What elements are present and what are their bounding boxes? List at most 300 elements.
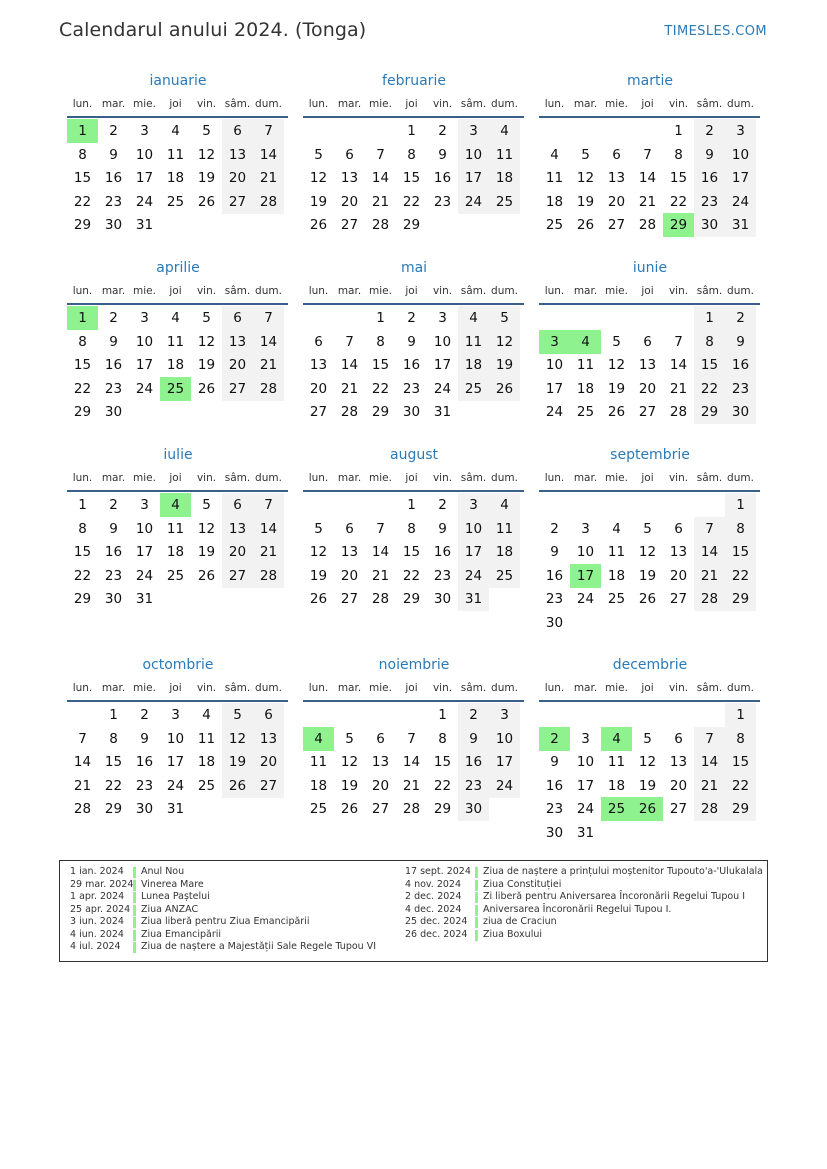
weekday-header: mar. xyxy=(337,285,362,297)
legend-color-marker xyxy=(475,930,478,941)
page-title: Calendarul anului 2024. (Tonga) xyxy=(59,19,367,41)
day-cell: 30 xyxy=(104,217,123,234)
weekday-header: mie. xyxy=(369,472,392,484)
day-cell: 24 xyxy=(135,567,154,584)
day-cell: 22 xyxy=(433,777,452,794)
day-cell: 15 xyxy=(73,544,92,561)
day-cell: 17 xyxy=(166,754,185,771)
day-cell: 20 xyxy=(607,193,626,210)
day-cell: 14 xyxy=(340,357,359,374)
weekday-header: joi xyxy=(169,285,182,297)
day-cell: 2 xyxy=(694,119,725,143)
day-cell: 27 xyxy=(222,190,253,214)
day-cell: 2 xyxy=(438,123,447,139)
day-cell: 12 xyxy=(197,520,216,537)
day-cell: 9 xyxy=(109,520,118,537)
day-cell: 13 xyxy=(669,754,688,771)
day-cell: 3 xyxy=(458,119,489,143)
legend-holiday-name: Lunea Paștelui xyxy=(141,891,210,902)
holiday-day-cell: 26 xyxy=(632,797,663,821)
day-cell: 31 xyxy=(725,213,756,237)
day-cell: 8 xyxy=(407,520,416,537)
day-cell: 1 xyxy=(725,703,756,727)
day-cell: 12 xyxy=(309,544,328,561)
month-mai xyxy=(303,260,525,440)
day-cell: 30 xyxy=(725,400,756,424)
day-cell: 18 xyxy=(607,777,626,794)
day-cell: 21 xyxy=(694,774,725,798)
day-cell: 7 xyxy=(78,730,87,747)
day-cell: 19 xyxy=(197,170,216,187)
holiday-day-cell: 25 xyxy=(601,797,632,821)
day-cell: 31 xyxy=(135,591,154,608)
day-cell: 31 xyxy=(458,587,489,611)
day-cell: 17 xyxy=(489,750,520,774)
day-cell: 6 xyxy=(345,146,354,163)
legend-holiday-name: Ziua de naștere a Majestății Sale Regele Tupou VI xyxy=(141,941,377,952)
weekday-header: sâm. xyxy=(696,285,723,297)
month-ianuarie xyxy=(67,73,289,253)
day-cell: 11 xyxy=(489,517,520,541)
day-cell: 5 xyxy=(612,333,621,350)
day-cell: 15 xyxy=(402,170,421,187)
day-cell: 5 xyxy=(489,306,520,330)
day-cell: 19 xyxy=(638,567,657,584)
day-cell: 23 xyxy=(545,591,564,608)
day-cell: 12 xyxy=(197,333,216,350)
weekday-header: mar. xyxy=(337,472,362,484)
day-cell: 25 xyxy=(166,193,185,210)
day-cell: 19 xyxy=(197,357,216,374)
day-cell: 10 xyxy=(458,517,489,541)
day-cell: 16 xyxy=(104,544,123,561)
day-cell: 21 xyxy=(694,564,725,588)
weekday-header: mie. xyxy=(369,682,392,694)
day-cell: 16 xyxy=(545,777,564,794)
day-cell: 18 xyxy=(166,170,185,187)
day-cell: 8 xyxy=(674,146,683,163)
day-cell: 25 xyxy=(489,190,520,214)
weekday-header: mie. xyxy=(369,285,392,297)
day-cell: 1 xyxy=(407,497,416,513)
day-cell: 27 xyxy=(638,404,657,421)
day-cell: 9 xyxy=(694,143,725,167)
legend-date: 25 dec. 2024 xyxy=(405,916,468,927)
day-cell: 16 xyxy=(725,353,756,377)
day-cell: 14 xyxy=(694,540,725,564)
holiday-legend xyxy=(59,860,768,962)
day-cell: 27 xyxy=(371,801,390,818)
day-cell: 8 xyxy=(78,520,87,537)
day-cell: 21 xyxy=(340,380,359,397)
day-cell: 26 xyxy=(197,193,216,210)
weekday-header: sâm. xyxy=(696,682,723,694)
day-cell: 4 xyxy=(171,123,180,139)
weekday-header: sâm. xyxy=(696,472,723,484)
day-cell: 7 xyxy=(694,517,725,541)
day-cell: 3 xyxy=(140,310,149,326)
weekday-header: lun. xyxy=(544,285,565,297)
day-cell: 13 xyxy=(607,170,626,187)
day-cell: 18 xyxy=(489,166,520,190)
weekday-header: sâm. xyxy=(224,472,251,484)
month-name: august xyxy=(390,447,438,463)
day-cell: 29 xyxy=(73,217,92,234)
weekday-header: mie. xyxy=(605,285,628,297)
day-cell: 5 xyxy=(222,703,253,727)
day-cell: 25 xyxy=(458,377,489,401)
day-cell: 5 xyxy=(202,497,211,513)
day-cell: 24 xyxy=(433,380,452,397)
day-cell: 10 xyxy=(458,143,489,167)
legend-holiday-name: Zi liberă pentru Aniversarea Încoronării Regelui Tupou I xyxy=(483,891,746,902)
day-cell: 20 xyxy=(309,380,328,397)
day-cell: 19 xyxy=(309,193,328,210)
day-cell: 28 xyxy=(253,190,284,214)
weekday-header: dum. xyxy=(491,98,518,110)
day-cell: 26 xyxy=(576,217,595,234)
day-cell: 20 xyxy=(371,777,390,794)
day-cell: 11 xyxy=(607,544,626,561)
month-name: ianuarie xyxy=(149,73,207,89)
day-cell: 12 xyxy=(340,754,359,771)
day-cell: 5 xyxy=(643,520,652,537)
day-cell: 6 xyxy=(222,306,253,330)
day-cell: 9 xyxy=(140,730,149,747)
day-cell: 28 xyxy=(253,377,284,401)
day-cell: 25 xyxy=(166,567,185,584)
day-cell: 21 xyxy=(402,777,421,794)
day-cell: 24 xyxy=(545,404,564,421)
day-cell: 2 xyxy=(550,520,559,537)
day-cell: 14 xyxy=(371,170,390,187)
header-divider xyxy=(67,490,288,492)
day-cell: 23 xyxy=(433,567,452,584)
day-cell: 17 xyxy=(135,170,154,187)
day-cell: 28 xyxy=(638,217,657,234)
day-cell: 19 xyxy=(197,544,216,561)
day-cell: 18 xyxy=(309,777,328,794)
brand-link[interactable]: TIMESLES.COM xyxy=(664,24,767,39)
day-cell: 15 xyxy=(371,357,390,374)
legend-color-marker xyxy=(133,917,136,928)
day-cell: 6 xyxy=(314,333,323,350)
day-cell: 12 xyxy=(222,727,253,751)
day-cell: 10 xyxy=(135,333,154,350)
day-cell: 10 xyxy=(166,730,185,747)
legend-date: 29 mar. 2024 xyxy=(70,878,134,890)
day-cell: 9 xyxy=(438,520,447,537)
day-cell: 22 xyxy=(402,193,421,210)
weekday-header: vin. xyxy=(668,682,689,694)
weekday-header: dum. xyxy=(727,285,754,297)
header-divider xyxy=(67,116,288,118)
day-cell: 13 xyxy=(222,143,253,167)
holiday-day-cell: 1 xyxy=(67,306,98,330)
day-cell: 6 xyxy=(674,520,683,537)
weekday-header: lun. xyxy=(308,285,329,297)
day-cell: 22 xyxy=(402,567,421,584)
day-cell: 30 xyxy=(104,404,123,421)
weekday-header: joi xyxy=(641,682,654,694)
day-cell: 5 xyxy=(202,310,211,326)
day-cell: 4 xyxy=(202,707,211,723)
day-cell: 9 xyxy=(109,333,118,350)
day-cell: 24 xyxy=(135,193,154,210)
legend-color-marker xyxy=(133,867,136,878)
weekday-header: sâm. xyxy=(460,682,487,694)
day-cell: 28 xyxy=(253,564,284,588)
day-cell: 19 xyxy=(309,567,328,584)
day-cell: 26 xyxy=(607,404,626,421)
weekday-header: mar. xyxy=(573,285,598,297)
weekday-header: joi xyxy=(405,682,418,694)
day-cell: 22 xyxy=(73,380,92,397)
legend-color-marker xyxy=(475,880,478,891)
day-cell: 7 xyxy=(253,493,284,517)
day-cell: 20 xyxy=(340,567,359,584)
day-cell: 29 xyxy=(725,797,756,821)
day-cell: 14 xyxy=(669,357,688,374)
day-cell: 4 xyxy=(550,146,559,163)
month-name: iunie xyxy=(632,260,668,276)
day-cell: 2 xyxy=(140,707,149,723)
day-cell: 23 xyxy=(104,380,123,397)
day-cell: 29 xyxy=(371,404,390,421)
day-cell: 31 xyxy=(166,801,185,818)
legend-date: 2 dec. 2024 xyxy=(405,891,462,902)
day-cell: 5 xyxy=(314,520,323,537)
day-cell: 12 xyxy=(489,330,520,354)
weekday-header: lun. xyxy=(72,98,93,110)
day-cell: 7 xyxy=(643,146,652,163)
day-cell: 30 xyxy=(545,615,564,631)
day-cell: 13 xyxy=(371,754,390,771)
day-cell: 1 xyxy=(725,493,756,517)
day-cell: 11 xyxy=(197,730,216,747)
weekday-header: lun. xyxy=(544,472,565,484)
day-cell: 16 xyxy=(433,544,452,561)
day-cell: 6 xyxy=(376,730,385,747)
legend-color-marker xyxy=(133,892,136,903)
header-divider xyxy=(539,303,760,305)
day-cell: 25 xyxy=(545,217,564,234)
weekday-header: dum. xyxy=(255,472,282,484)
day-cell: 13 xyxy=(309,357,328,374)
day-cell: 7 xyxy=(376,520,385,537)
day-cell: 13 xyxy=(222,330,253,354)
day-cell: 17 xyxy=(576,777,595,794)
day-cell: 8 xyxy=(438,730,447,747)
day-cell: 22 xyxy=(371,380,390,397)
day-cell: 25 xyxy=(197,777,216,794)
day-cell: 9 xyxy=(109,146,118,163)
weekday-header: joi xyxy=(169,682,182,694)
legend-date: 3 iun. 2024 xyxy=(70,916,124,927)
day-cell: 12 xyxy=(197,146,216,163)
day-cell: 31 xyxy=(433,404,452,421)
weekday-header: mar. xyxy=(101,98,126,110)
day-cell: 19 xyxy=(576,193,595,210)
day-cell: 26 xyxy=(489,377,520,401)
weekday-header: mie. xyxy=(605,472,628,484)
legend-date: 1 ian. 2024 xyxy=(70,866,124,877)
day-cell: 11 xyxy=(458,330,489,354)
month-aprilie xyxy=(67,260,289,440)
weekday-header: dum. xyxy=(727,98,754,110)
weekday-header: sâm. xyxy=(460,98,487,110)
day-cell: 12 xyxy=(638,544,657,561)
day-cell: 15 xyxy=(725,540,756,564)
weekday-header: mar. xyxy=(337,682,362,694)
weekday-header: vin. xyxy=(196,472,217,484)
day-cell: 20 xyxy=(669,777,688,794)
weekday-header: mar. xyxy=(337,98,362,110)
day-cell: 1 xyxy=(407,123,416,139)
day-cell: 10 xyxy=(135,146,154,163)
day-cell: 16 xyxy=(135,754,154,771)
legend-date: 25 apr. 2024 xyxy=(70,903,131,915)
day-cell: 23 xyxy=(402,380,421,397)
day-cell: 28 xyxy=(694,587,725,611)
weekday-header: lun. xyxy=(72,472,93,484)
day-cell: 8 xyxy=(725,727,756,751)
holiday-day-cell: 29 xyxy=(663,213,694,237)
day-cell: 11 xyxy=(309,754,328,771)
day-cell: 6 xyxy=(612,146,621,163)
day-cell: 18 xyxy=(197,754,216,771)
day-cell: 28 xyxy=(669,404,688,421)
day-cell: 14 xyxy=(253,330,284,354)
day-cell: 30 xyxy=(545,825,564,841)
legend-holiday-name: Ziua de naștere a prințului moștenitor Tupouto'a-'Ulukalala xyxy=(483,866,763,877)
month-decembrie xyxy=(539,657,761,841)
day-cell: 14 xyxy=(694,750,725,774)
day-cell: 29 xyxy=(725,587,756,611)
holiday-day-cell: 4 xyxy=(601,727,632,751)
holiday-day-cell: 4 xyxy=(570,330,601,354)
day-cell: 30 xyxy=(433,591,452,608)
day-cell: 1 xyxy=(376,310,385,326)
weekday-header: mie. xyxy=(133,472,156,484)
day-cell: 7 xyxy=(674,333,683,350)
weekday-header: dum. xyxy=(727,472,754,484)
day-cell: 11 xyxy=(166,520,185,537)
weekday-header: sâm. xyxy=(224,682,251,694)
day-cell: 8 xyxy=(376,333,385,350)
day-cell: 30 xyxy=(104,591,123,608)
day-cell: 2 xyxy=(438,497,447,513)
weekday-header: dum. xyxy=(491,472,518,484)
weekday-header: vin. xyxy=(668,98,689,110)
day-cell: 10 xyxy=(433,333,452,350)
day-cell: 5 xyxy=(581,146,590,163)
legend-color-marker xyxy=(475,892,478,903)
day-cell: 24 xyxy=(458,190,489,214)
day-cell: 26 xyxy=(340,801,359,818)
day-cell: 2 xyxy=(109,123,118,139)
day-cell: 5 xyxy=(345,730,354,747)
day-cell: 27 xyxy=(340,591,359,608)
day-cell: 19 xyxy=(222,750,253,774)
day-cell: 2 xyxy=(458,703,489,727)
day-cell: 8 xyxy=(109,730,118,747)
day-cell: 14 xyxy=(402,754,421,771)
legend-color-marker xyxy=(475,867,478,878)
day-cell: 17 xyxy=(458,540,489,564)
day-cell: 9 xyxy=(458,727,489,751)
weekday-header: mie. xyxy=(605,682,628,694)
day-cell: 20 xyxy=(669,567,688,584)
day-cell: 27 xyxy=(669,591,688,608)
weekday-header: vin. xyxy=(196,682,217,694)
day-cell: 13 xyxy=(638,357,657,374)
weekday-header: sâm. xyxy=(696,98,723,110)
day-cell: 29 xyxy=(73,591,92,608)
day-cell: 2 xyxy=(407,310,416,326)
weekday-header: vin. xyxy=(432,472,453,484)
day-cell: 12 xyxy=(607,357,626,374)
weekday-header: joi xyxy=(641,285,654,297)
day-cell: 24 xyxy=(135,380,154,397)
day-cell: 20 xyxy=(340,193,359,210)
day-cell: 15 xyxy=(433,754,452,771)
weekday-header: joi xyxy=(405,98,418,110)
weekday-header: lun. xyxy=(308,472,329,484)
weekday-header: vin. xyxy=(196,285,217,297)
header-divider xyxy=(539,490,760,492)
legend-color-marker xyxy=(133,905,136,916)
weekday-header: dum. xyxy=(255,98,282,110)
day-cell: 27 xyxy=(607,217,626,234)
weekday-header: sâm. xyxy=(460,285,487,297)
day-cell: 29 xyxy=(104,801,123,818)
day-cell: 21 xyxy=(253,540,284,564)
day-cell: 8 xyxy=(725,517,756,541)
weekday-header: lun. xyxy=(544,98,565,110)
day-cell: 24 xyxy=(166,777,185,794)
legend-date: 4 iul. 2024 xyxy=(70,941,121,952)
legend-date: 4 dec. 2024 xyxy=(405,903,462,915)
legend-color-marker xyxy=(475,905,478,916)
day-cell: 8 xyxy=(407,146,416,163)
weekday-header: lun. xyxy=(308,98,329,110)
legend-color-marker xyxy=(133,930,136,941)
day-cell: 17 xyxy=(458,166,489,190)
day-cell: 15 xyxy=(402,544,421,561)
legend-holiday-name: Ziua Emancipării xyxy=(141,928,222,940)
month-name: aprilie xyxy=(156,260,200,276)
day-cell: 27 xyxy=(309,404,328,421)
day-cell: 9 xyxy=(438,146,447,163)
weekday-header: mie. xyxy=(369,98,392,110)
month-name: mai xyxy=(400,260,428,276)
day-cell: 6 xyxy=(345,520,354,537)
day-cell: 28 xyxy=(371,591,390,608)
header-divider xyxy=(303,116,524,118)
day-cell: 12 xyxy=(638,754,657,771)
month-name: iulie xyxy=(163,447,193,463)
weekday-header: joi xyxy=(169,472,182,484)
legend-color-marker xyxy=(475,917,478,928)
month-name: martie xyxy=(627,73,673,89)
day-cell: 30 xyxy=(135,801,154,818)
day-cell: 20 xyxy=(222,540,253,564)
day-cell: 27 xyxy=(222,377,253,401)
day-cell: 10 xyxy=(545,357,564,374)
day-cell: 7 xyxy=(345,333,354,350)
day-cell: 4 xyxy=(171,310,180,326)
